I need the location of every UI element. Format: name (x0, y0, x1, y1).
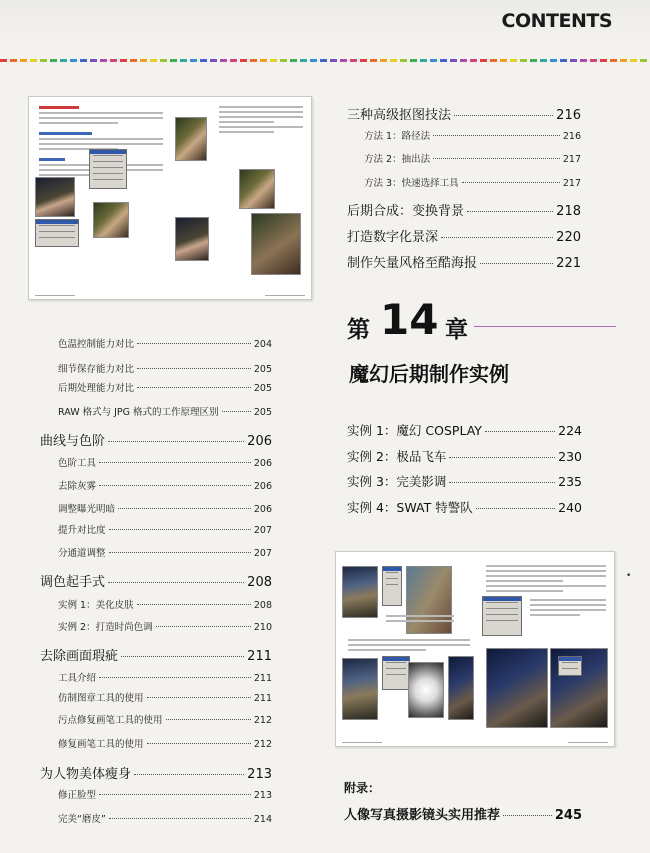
dot-leader (503, 815, 552, 816)
entry-title: 实例 1：魔幻 COSPLAY (347, 423, 482, 438)
rainbow-dash (80, 59, 87, 62)
appendix-entry[interactable] (344, 804, 582, 823)
entry-title: 实例 3：完美影调 (347, 474, 447, 489)
entry-title: 分通道调整 (58, 548, 106, 559)
dot-leader (147, 743, 251, 744)
rainbow-dash (280, 59, 287, 62)
rainbow-dash (590, 59, 597, 62)
rainbow-dash (110, 59, 117, 62)
dot-leader (147, 697, 251, 698)
dot-leader (109, 552, 251, 553)
rainbow-dash (170, 59, 177, 62)
rainbow-dash (190, 59, 197, 62)
entry-page: 220 (556, 230, 581, 245)
rainbow-dash (20, 59, 27, 62)
dot-leader (137, 368, 251, 369)
entry-title: RAW 格式与 JPG 格式的工作原理区别 (58, 407, 219, 418)
rainbow-dash (90, 59, 97, 62)
entry-page: 224 (558, 423, 582, 438)
entry-page: 206 (253, 481, 272, 492)
spread-thumbnail-portrait (28, 96, 312, 300)
entry-page: 213 (247, 767, 272, 782)
chapter-rule (474, 326, 616, 327)
dot-leader (462, 182, 560, 183)
dot-leader (137, 387, 251, 388)
rainbow-dash (10, 59, 17, 62)
toc-entry[interactable] (58, 501, 272, 515)
rainbow-dash (0, 59, 7, 62)
dot-leader (166, 719, 251, 720)
rainbow-dash (550, 59, 557, 62)
dot-leader (134, 774, 244, 775)
toc-entry[interactable] (58, 736, 272, 750)
chapter-prefix: 第 (347, 317, 370, 343)
entry-title: 为人物美体瘦身 (40, 767, 132, 782)
toc-section-entry[interactable] (347, 252, 581, 271)
entry-title: 三种高级抠图技法 (347, 108, 452, 123)
dot-leader (449, 457, 555, 458)
rainbow-dash (600, 59, 607, 62)
rainbow-dash (230, 59, 237, 62)
rainbow-dashed-rule (0, 59, 650, 62)
rainbow-dash (640, 59, 647, 62)
entry-page: 207 (253, 525, 272, 536)
rainbow-dash (440, 59, 447, 62)
entry-title: 实例 4：SWAT 特警队 (347, 500, 473, 515)
entry-title: 调色起手式 (40, 575, 106, 590)
toc-entry[interactable] (347, 498, 582, 516)
entry-page: 212 (253, 739, 272, 750)
toc-entry[interactable] (58, 404, 272, 418)
entry-title: 色温控制能力对比 (58, 339, 135, 350)
toc-section-entry[interactable] (347, 104, 581, 123)
margin-mark: • (626, 571, 632, 581)
toc-section-entry[interactable] (347, 200, 581, 219)
entry-page: 211 (253, 673, 272, 684)
entry-page: 210 (253, 622, 272, 633)
entry-page: 212 (253, 715, 272, 726)
rainbow-dash (270, 59, 277, 62)
dot-leader (156, 626, 251, 627)
entry-title: 曲线与色阶 (40, 434, 106, 449)
entry-page: 240 (558, 500, 582, 515)
toc-entry[interactable] (347, 447, 582, 465)
entry-page: 206 (253, 504, 272, 515)
entry-title: 方法 3：快速选择工具 (364, 178, 459, 189)
spread-thumbnail-night-scene (335, 551, 615, 747)
toc-section-entry[interactable] (40, 430, 272, 449)
entry-page: 245 (554, 808, 582, 823)
entry-title: 修正脸型 (58, 790, 97, 801)
rainbow-dash (420, 59, 427, 62)
entry-page: 214 (253, 814, 272, 825)
toc-entry[interactable] (364, 151, 581, 165)
rainbow-dash (610, 59, 617, 62)
dot-leader (109, 529, 251, 530)
toc-entry[interactable] (58, 455, 272, 469)
entry-page: 205 (253, 383, 272, 394)
rainbow-dash (300, 59, 307, 62)
rainbow-dash (360, 59, 367, 62)
toc-section-entry[interactable] (40, 645, 272, 664)
entry-page: 217 (562, 178, 581, 189)
dot-leader (433, 135, 560, 136)
rainbow-dash (260, 59, 267, 62)
rainbow-dash (490, 59, 497, 62)
toc-entry[interactable] (364, 175, 581, 189)
dot-leader (109, 818, 251, 819)
toc-entry[interactable] (58, 787, 272, 801)
entry-title: 调整曝光明暗 (58, 504, 116, 515)
chapter-number: 14 (380, 295, 439, 344)
dot-leader (480, 263, 553, 264)
dot-leader (118, 508, 251, 509)
portrait-photo (175, 117, 207, 161)
rainbow-dash (570, 59, 577, 62)
entry-title: 打造数字化景深 (347, 230, 439, 245)
toc-section-entry[interactable] (347, 226, 581, 245)
rainbow-dash (380, 59, 387, 62)
entry-title: 仿制图章工具的使用 (58, 693, 144, 704)
rainbow-dash (470, 59, 477, 62)
toc-entry[interactable] (58, 670, 272, 684)
toc-section-entry[interactable] (40, 571, 272, 590)
rainbow-dash (350, 59, 357, 62)
rainbow-dash (340, 59, 347, 62)
entry-title: 制作矢量风格至酷海报 (347, 256, 478, 271)
entry-title: 后期合成：变换背景 (347, 204, 465, 219)
dot-leader (137, 604, 251, 605)
rainbow-dash (50, 59, 57, 62)
rainbow-dash (240, 59, 247, 62)
rainbow-dash (390, 59, 397, 62)
dot-leader (222, 411, 251, 412)
entry-title: 后期处理能力对比 (58, 383, 135, 394)
rainbow-dash (70, 59, 77, 62)
entry-title: 修复画笔工具的使用 (58, 739, 144, 750)
rainbow-dash (620, 59, 627, 62)
rainbow-dash (330, 59, 337, 62)
toc-entry[interactable] (58, 361, 272, 375)
dot-leader (433, 158, 560, 159)
rainbow-dash (180, 59, 187, 62)
entry-page: 213 (253, 790, 272, 801)
rainbow-dash (580, 59, 587, 62)
entry-title: 实例 1：美化皮肤 (58, 600, 134, 611)
night-scene-photo (342, 566, 378, 618)
entry-page: 206 (253, 458, 272, 469)
night-scene-photo (448, 656, 474, 720)
entry-title: 细节保存能力对比 (58, 364, 135, 375)
entry-page: 235 (558, 474, 582, 489)
entry-page: 204 (253, 339, 272, 350)
entry-title: 人像写真摄影镜头实用推荐 (344, 808, 501, 823)
entry-page: 207 (253, 548, 272, 559)
night-scene-photo (342, 658, 378, 720)
rainbow-dash (290, 59, 297, 62)
toc-entry[interactable] (347, 472, 582, 490)
rainbow-dash (370, 59, 377, 62)
night-scene-photo (486, 648, 548, 728)
toc-entry[interactable] (58, 712, 272, 726)
rainbow-dash (310, 59, 317, 62)
rainbow-dash (500, 59, 507, 62)
rainbow-dash (60, 59, 67, 62)
dot-leader (108, 582, 244, 583)
dot-leader (99, 462, 251, 463)
toc-entry[interactable] (58, 380, 272, 394)
rainbow-dash (130, 59, 137, 62)
rainbow-dash (560, 59, 567, 62)
dot-leader (485, 431, 555, 432)
portrait-photo (175, 217, 209, 261)
rainbow-dash (410, 59, 417, 62)
entry-title: 实例 2：打造时尚色调 (58, 622, 153, 633)
entry-page: 221 (556, 256, 581, 271)
entry-title: 去除画面瑕疵 (40, 649, 119, 664)
entry-page: 206 (247, 434, 272, 449)
rainbow-dash (220, 59, 227, 62)
toc-entry[interactable] (58, 597, 272, 611)
dot-leader (108, 441, 244, 442)
entry-page: 208 (253, 600, 272, 611)
dot-leader (454, 115, 553, 116)
entry-title: 工具介绍 (58, 673, 97, 684)
dot-leader (441, 237, 553, 238)
rainbow-dash (210, 59, 217, 62)
rainbow-dash (140, 59, 147, 62)
rainbow-dash (630, 59, 637, 62)
entry-title: 提升对比度 (58, 525, 106, 536)
rainbow-dash (30, 59, 37, 62)
rainbow-dash (250, 59, 257, 62)
entry-title: 方法 1：路径法 (364, 131, 431, 142)
entry-page: 208 (247, 575, 272, 590)
entry-title: 色阶工具 (58, 458, 97, 469)
rainbow-dash (510, 59, 517, 62)
entry-title: 去除灰雾 (58, 481, 97, 492)
entry-page: 211 (247, 649, 272, 664)
dot-leader (449, 482, 555, 483)
rainbow-dash (450, 59, 457, 62)
rainbow-dash (540, 59, 547, 62)
toc-entry[interactable] (58, 522, 272, 536)
dot-leader (99, 677, 251, 678)
entry-title: 完美“磨皮” (58, 814, 106, 825)
entry-page: 211 (253, 693, 272, 704)
toc-entry[interactable] (58, 619, 272, 633)
entry-title: 污点修复画笔工具的使用 (58, 715, 163, 726)
dot-leader (467, 211, 553, 212)
entry-page: 216 (556, 108, 581, 123)
entry-page: 217 (562, 154, 581, 165)
toc-entry[interactable] (58, 478, 272, 492)
portrait-photo (93, 202, 129, 238)
toc-entry[interactable] (347, 421, 582, 439)
entry-page: 216 (562, 131, 581, 142)
entry-page: 218 (556, 204, 581, 219)
toc-entry[interactable] (58, 690, 272, 704)
rainbow-dash (400, 59, 407, 62)
rainbow-dash (120, 59, 127, 62)
rainbow-dash (160, 59, 167, 62)
rainbow-dash (100, 59, 107, 62)
gradient-preview (408, 662, 444, 718)
portrait-photo (35, 177, 75, 217)
rainbow-dash (430, 59, 437, 62)
toc-entry[interactable] (58, 336, 272, 350)
rainbow-dash (460, 59, 467, 62)
dot-leader (99, 794, 251, 795)
rainbow-dash (520, 59, 527, 62)
toc-entry[interactable] (58, 811, 272, 825)
rainbow-dash (320, 59, 327, 62)
rainbow-dash (40, 59, 47, 62)
toc-section-entry[interactable] (40, 763, 272, 782)
rainbow-dash (150, 59, 157, 62)
dot-leader (99, 485, 251, 486)
rainbow-dash (480, 59, 487, 62)
chapter-suffix: 章 (445, 317, 468, 343)
toc-entry[interactable] (58, 545, 272, 559)
dot-leader (121, 656, 244, 657)
entry-page: 205 (253, 407, 272, 418)
rainbow-dash (200, 59, 207, 62)
page-title: CONTENTS (501, 10, 612, 32)
entry-page: 230 (558, 449, 582, 464)
dot-leader (137, 343, 251, 344)
rainbow-dash (530, 59, 537, 62)
dot-leader (476, 508, 555, 509)
entry-page: 205 (253, 364, 272, 375)
entry-title: 方法 2：抽出法 (364, 154, 431, 165)
chapter-title: 魔幻后期制作实例 (349, 362, 509, 386)
entry-title: 实例 2：极品飞车 (347, 449, 447, 464)
appendix-label: 附录： (344, 781, 381, 795)
toc-entry[interactable] (364, 128, 581, 142)
